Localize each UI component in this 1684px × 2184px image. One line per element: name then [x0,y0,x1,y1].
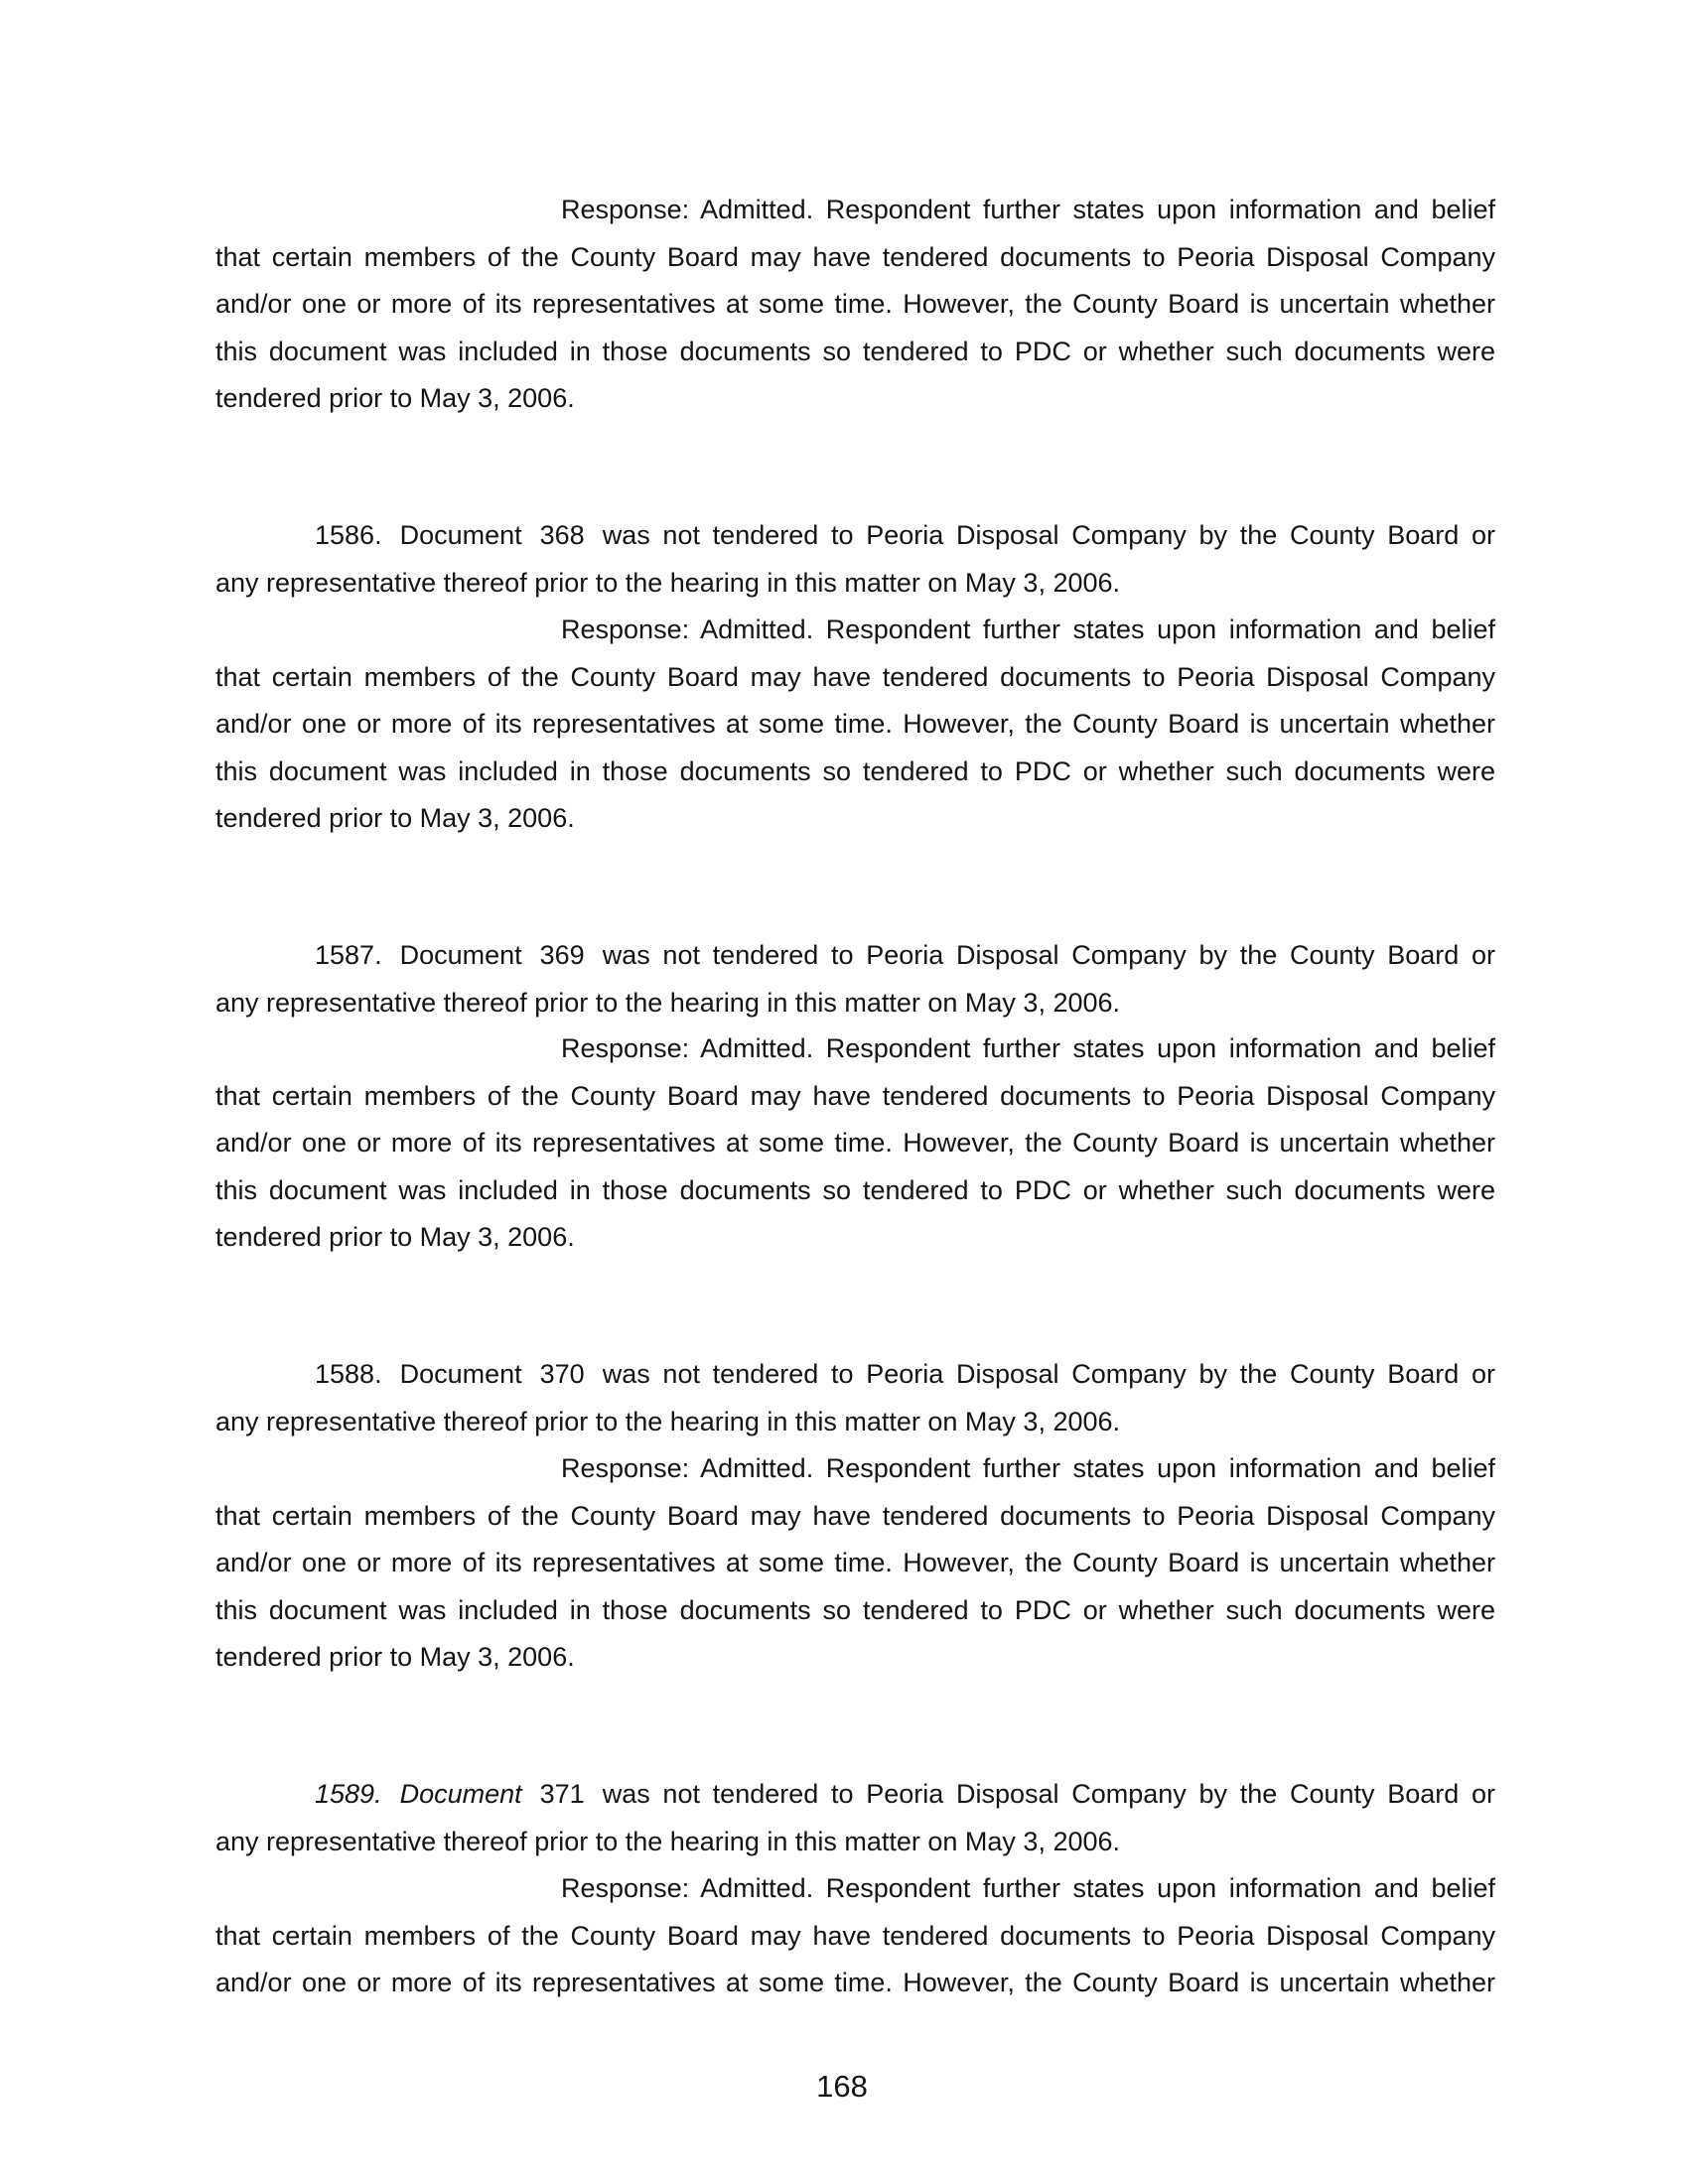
text-line: any representative thereof prior to the hearing in this matter on May 3, 2006. [215,987,1121,1018]
document-number: 370 [539,1359,585,1389]
document-label: Document [399,1779,522,1809]
paragraph-text: was not tendered to Peoria Disposal Company by the County Board or [602,940,1495,970]
text-line: this document was included in those documents so tendered to PDC or whether such documents were [215,1174,1495,1205]
response-paragraph-1589 [215,1865,1495,2007]
paragraph-number: 1589. [315,1779,382,1809]
document-label: Document [399,520,522,550]
text-line: and/or one or more of its representatives at some time. However, the County Board is uncertain whether [215,1128,1495,1158]
paragraph-number: 1587. [315,940,382,970]
document-number: 371 [539,1779,585,1809]
numbered-paragraph-1589 [215,1771,1495,1865]
text-line: and/or one or more of its representatives at some time. However, the County Board is uncertain whether [215,709,1495,739]
text-line: tendered prior to May 3, 2006. [215,1222,575,1252]
text-line: tendered prior to May 3, 2006. [215,803,575,833]
text-line: that certain members of the County Board may have tendered documents to Peoria Disposal Company [215,241,1495,272]
response-paragraph-1586 [215,607,1495,843]
text-line: this document was included in those documents so tendered to PDC or whether such documents were [215,336,1495,366]
document-number: 368 [539,520,585,550]
paragraph-text: was not tendered to Peoria Disposal Company by the County Board or [602,1359,1495,1389]
text-line: Response: Admitted. Respondent further states upon information and belief [561,1873,1495,1903]
text-line: any representative thereof prior to the hearing in this matter on May 3, 2006. [215,567,1121,598]
text-line: that certain members of the County Board may have tendered documents to Peoria Disposal Company [215,1500,1495,1531]
text-line [215,932,1495,980]
numbered-paragraph-1587 [215,932,1495,1026]
text-line: that certain members of the County Board may have tendered documents to Peoria Disposal Company [215,1080,1495,1111]
text-line [215,1771,1495,1819]
page-number: 168 [816,2069,868,2104]
paragraph-text: was not tendered to Peoria Disposal Company by the County Board or [602,520,1495,550]
response-paragraph-1587 [215,1025,1495,1262]
text-line: tendered prior to May 3, 2006. [215,1642,575,1672]
text-line: this document was included in those documents so tendered to PDC or whether such documents were [215,1594,1495,1625]
text-line: this document was included in those documents so tendered to PDC or whether such documents were [215,755,1495,786]
document-number: 369 [539,940,585,970]
text-line: and/or one or more of its representatives at some time. However, the County Board is uncertain whether [215,1548,1495,1577]
text-line [215,512,1495,560]
document-label: Document [399,940,522,970]
text-line: any representative thereof prior to the hearing in this matter on May 3, 2006. [215,1406,1121,1436]
document-label: Document [399,1359,522,1389]
text-line: Response: Admitted. Respondent further states upon information and belief [561,195,1495,224]
response-paragraph-continued [215,187,1495,423]
numbered-paragraph-1588 [215,1351,1495,1445]
text-line: and/or one or more of its representatives at some time. However, the County Board is uncertain whether [215,1968,1495,1997]
text-line: that certain members of the County Board may have tendered documents to Peoria Disposal Company [215,1920,1495,1951]
text-line: Response: Admitted. Respondent further states upon information and belief [561,1453,1495,1483]
text-line: Response: Admitted. Respondent further states upon information and belief [561,614,1495,644]
text-line [215,1351,1495,1399]
paragraph-number: 1586. [315,520,382,550]
paragraph-number: 1588. [315,1359,382,1389]
paragraph-text: was not tendered to Peoria Disposal Company by the County Board or [602,1779,1495,1809]
response-paragraph-1588 [215,1445,1495,1682]
numbered-paragraph-1586 [215,512,1495,607]
text-line: Response: Admitted. Respondent further states upon information and belief [561,1033,1495,1063]
text-line: that certain members of the County Board may have tendered documents to Peoria Disposal Company [215,661,1495,692]
text-line: and/or one or more of its representatives at some time. However, the County Board is uncertain whether [215,289,1495,319]
text-line: tendered prior to May 3, 2006. [215,383,575,413]
text-line: any representative thereof prior to the hearing in this matter on May 3, 2006. [215,1826,1121,1856]
